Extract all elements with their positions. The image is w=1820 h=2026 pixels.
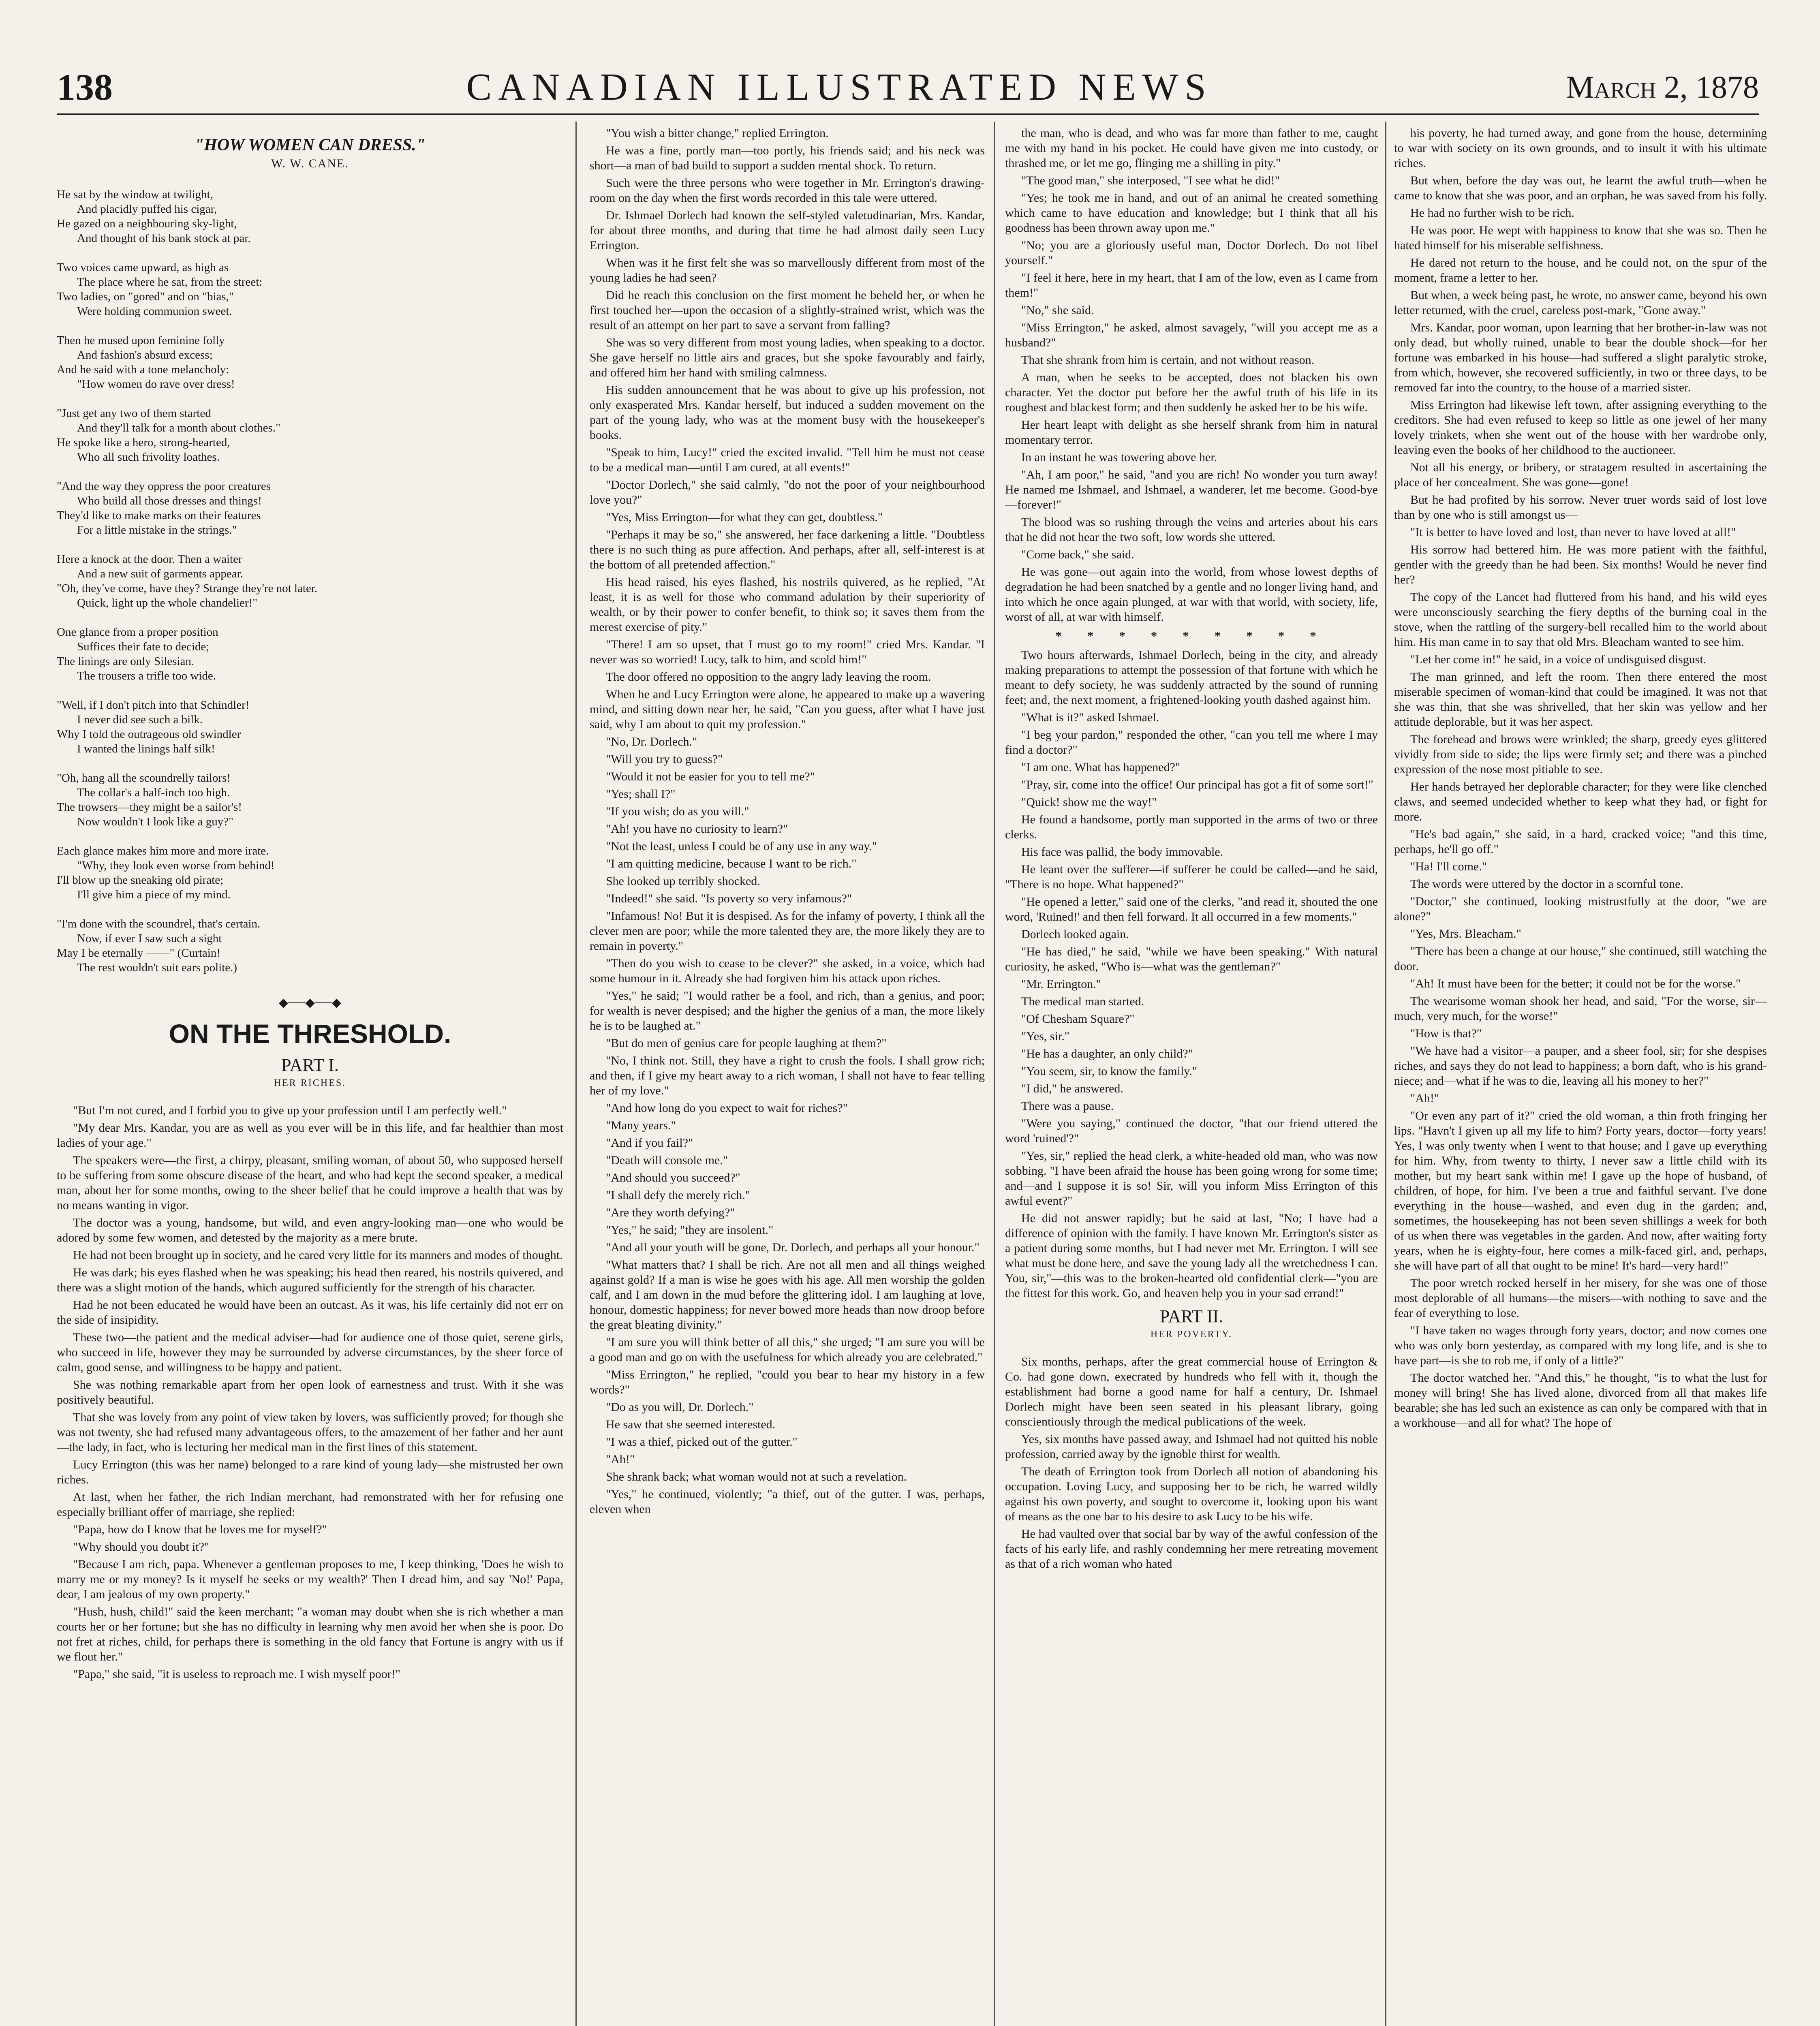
story-paragraph: "What matters that? I shall be rich. Are not all men and all things weighed against gold? If a man is wise he goes with his age. All men worship the golden calf, and I am down in the mud before the glittering idol. I am laughing at love, honour, domestic happiness; for never bowed more heads than now droop before the great bleating divinity."	[590, 1258, 985, 1331]
story-paragraph: "I feel it here, here in my heart, that I am of the low, even as I came from them!"	[1005, 271, 1378, 299]
poem-line: Who build all those dresses and things!	[77, 494, 262, 507]
story-paragraph: "No; you are a gloriously useful man, Doctor Dorlech. Do not libel yourself."	[1005, 239, 1378, 267]
poem-line: Two voices came upward, as high as	[57, 261, 229, 274]
story-paragraph: He was a fine, portly man—too portly, his friends said; and his neck was short—a man of bad build to support a sudden mental shock. To return.	[590, 144, 985, 172]
story-paragraph: "Miss Errington," he replied, "could you bear to hear my history in a few words?"	[590, 1368, 985, 1396]
story-paragraph: "Papa, how do I know that he loves me for myself?"	[73, 1523, 327, 1536]
story-paragraph: "Would it not be easier for you to tell me?"	[606, 770, 815, 783]
story-paragraph: "Yes; shall I?"	[606, 787, 676, 801]
story-paragraph: He had vaulted over that social bar by way of the awful confession of the facts of his early life, and rashly condemning her mere retreating movement as that of a rich woman who hated	[1005, 1527, 1378, 1571]
poem-stanza	[57, 406, 563, 464]
story-paragraph: "Yes," he continued, violently; "a thief, out of the gutter. I was, perhaps, eleven when	[590, 1487, 985, 1516]
poem-line: Here a knock at the door. Then a waiter	[57, 553, 242, 566]
story-paragraph: "Because I am rich, papa. Whenever a gentleman proposes to me, I keep thinking, 'Does he wish to marry me or my money? Is it myself he seeks or my wealth?' Then I dread him, and say 'No!' Papa, dear, I am jealous of my own property."	[57, 1558, 563, 1601]
story-paragraph: "And how long do you expect to wait for riches?"	[606, 1101, 848, 1115]
poem-line: The collar's a half-inch too high.	[77, 786, 230, 799]
story-paragraph: He found a handsome, portly man supported in the arms of two or three clerks.	[1005, 813, 1378, 841]
part-subtitle: HER POVERTY.	[1150, 1329, 1233, 1340]
story-paragraph: He did not answer rapidly; but he said at last, "No; I have had a difference of opinion with the family. I have known Mr. Errington's sister as a patient during some months, but I had never met Mr. Errington. I will see what must be done here, and save the young lady all the wretchedness I can. You, sir,"—this was to the broken-hearted old confidential clerk—"you are the fittest for this work. Go, and heaven help you in your sad errand!"	[1005, 1212, 1378, 1300]
story-paragraph: "But do men of genius care for people laughing at them?"	[606, 1037, 887, 1050]
part-subtitle: HER RICHES.	[274, 1078, 346, 1088]
story-paragraph: "My dear Mrs. Kandar, you are as well as you ever will be in this life, and far healthier than most ladies of your age."	[57, 1121, 563, 1150]
story-paragraph: "Doctor," she continued, looking mistrustfully at the door, "we are alone?"	[1394, 895, 1767, 923]
story-paragraph: "Why should you doubt it?"	[73, 1540, 210, 1554]
poem-line: I wanted the linings half silk!	[77, 742, 215, 755]
story-paragraph: But he had profited by his sorrow. Never truer words said of lost love than by one who is still amongst us—	[1394, 493, 1767, 521]
story-paragraph: "Ah!"	[606, 1453, 635, 1466]
poem-line: He gazed on a neighbouring sky-light,	[57, 217, 237, 230]
story-paragraph: "I was a thief, picked out of the gutter."	[606, 1435, 798, 1449]
poem-stanza	[57, 917, 563, 975]
story-paragraph: "Indeed!" she said. "Is poverty so very infamous?"	[606, 892, 852, 905]
story-paragraph: "You seem, sir, to know the family."	[1021, 1064, 1198, 1078]
story-paragraph: He leant over the sufferer—if sufferer he could be called—and he said, "There is no hope. What happened?"	[1005, 863, 1378, 891]
story-paragraph: "Yes; he took me in hand, and out of an animal he created something which came to have education and knowledge; but I think that all his goodness has been thrown away upon me."	[1005, 191, 1378, 235]
poem-line: "I'm done with the scoundrel, that's certain.	[57, 917, 261, 930]
poem-stanza	[57, 844, 563, 902]
story-paragraph: There was a pause.	[1021, 1099, 1114, 1113]
story-paragraph: "I am sure you will think better of all this," she urged; "I am sure you will be a good man and go on with the usefulness for which already you are celebrated."	[590, 1336, 985, 1364]
poem-line: The trowsers—they might be a sailor's!	[57, 801, 242, 814]
poem-line: For a little mistake in the strings."	[77, 524, 237, 536]
poem-line: I'll give him a piece of my mind.	[77, 888, 231, 901]
story-paragraph: She was so very different from most young ladies, when speaking to a doctor. She gave herself no little airs and graces, but she spoke favourably and fairly, and offered him her hand with smiling calmness.	[590, 336, 985, 379]
poem-author: W. W. CANE.	[271, 157, 349, 170]
story-paragraph: When was it he first felt she was so marvellously different from most of the young ladies he had seen?	[590, 256, 985, 284]
poem-line: Were holding communion sweet.	[77, 305, 232, 318]
story-paragraph: That she was lovely from any point of view taken by lovers, was sufficiently proved; for though she was not twenty, she had refused many advantageous offers, to the amazement of her father and her aunt—the lady, in fact, who is lecturing her medical man in the first lines of this statement.	[57, 1411, 563, 1454]
story-paragraph: The forehead and brows were wrinkled; the sharp, greedy eyes glittered vividly from side to side; the lips were firmly set; and there was a pinched expression of the nose most pitiable to see.	[1394, 733, 1767, 776]
story-paragraph: "He has a daughter, an only child?"	[1021, 1047, 1193, 1060]
poem-line: "And the way they oppress the poor creatures	[57, 480, 271, 493]
story-paragraph: "Do as you will, Dr. Dorlech."	[606, 1400, 754, 1414]
story-paragraph: "The good man," she interposed, "I see what he did!"	[1021, 174, 1280, 187]
poem-line: Suffices their fate to decide;	[77, 640, 210, 653]
story-paragraph: The door offered no opposition to the angry lady leaving the room.	[606, 670, 931, 684]
issue-date: March 2, 1878	[1566, 69, 1759, 105]
story-paragraph: "Were you saying," continued the doctor, "that our friend uttered the word 'ruined'?"	[1005, 1117, 1378, 1145]
poem-line: And he said with a tone melancholy:	[57, 363, 229, 376]
poem-line: May I be eternally ——" (Curtain!	[57, 947, 221, 960]
story-paragraph: Not all his energy, or bribery, or stratagem resulted in ascertaining the place of her concealment. She was gone—gone!	[1394, 461, 1767, 489]
page-number: 138	[57, 66, 113, 108]
poem-line: The place where he sat, from the street:	[77, 276, 263, 289]
story-paragraph: Miss Errington had likewise left town, after assigning everything to the creditors. She had even refused to keep so little as one jewel of her many lovely trinkets, when she went out of the house with her wardrobe only, leaving even the books of her childhood to the auctioneer.	[1394, 398, 1767, 457]
story-paragraph: "He's bad again," she said, in a hard, cracked voice; "and this time, perhaps, he'll go off."	[1394, 827, 1767, 856]
poem-line: I never did see such a bilk.	[77, 713, 203, 726]
story-paragraph: "If you wish; do as you will."	[606, 805, 749, 818]
poem-stanza	[57, 698, 563, 756]
story-paragraph: Lucy Errington (this was her name) belonged to a rare kind of young lady—she mistrusted her own riches.	[57, 1458, 563, 1486]
story-paragraph: Dr. Ishmael Dorlech had known the self-styled valetudinarian, Mrs. Kandar, for about three months, and during that time he had almost daily seen Lucy Errington.	[590, 209, 985, 252]
story-paragraph: He was gone—out again into the world, from whose lowest depths of degradation he had been snatched by a gentle and no longer living hand, and into which he once again plunged, at war with that world, with society, life, worst of all, at war with himself.	[1005, 565, 1378, 624]
story-paragraph: "Of Chesham Square?"	[1021, 1012, 1135, 1026]
poem-line: Two ladies, on "gored" and on "bias,"	[57, 290, 234, 303]
poem-line: "How women do rave over dress!	[77, 378, 235, 391]
story-paragraph: The doctor watched her. "And this," he thought, "is to what the lust for money will bring! She has lived alone, divorced from all that makes life bearable; she has led such an existence as can only be compared with that in a workhouse—and all for what? The hope of	[1394, 1371, 1767, 1430]
poem-line: "Well, if I don't pitch into that Schindler!	[57, 699, 250, 712]
story-paragraph: "And all your youth will be gone, Dr. Dorlech, and perhaps all your honour."	[606, 1241, 980, 1254]
story-paragraph: The doctor was a young, handsome, but wild, and even angry-looking man—one who would be adored by some few women, and detested by the majority as a mere brute.	[57, 1216, 563, 1244]
poem-stanza	[57, 625, 563, 683]
story-paragraph: "Ha! I'll come."	[1410, 860, 1487, 873]
story-paragraph: "Ah!"	[1410, 1092, 1439, 1105]
story-paragraph: "Yes," he said; "I would rather be a fool, and rich, than a genius, and poor; for wealth is never despised; and the higher the genius of a man, the more likely he is to be laughed at."	[590, 989, 985, 1032]
story-text	[1005, 648, 1378, 1301]
poem-line: And they'll talk for a month about clothes."	[77, 421, 280, 434]
story-paragraph: "Many years."	[606, 1119, 676, 1132]
poem-title: "HOW WOMEN CAN DRESS."	[194, 136, 426, 154]
column-3	[1005, 126, 1378, 2026]
poem-line: I'll blow up the sneaking old pirate;	[57, 874, 224, 887]
poem-line: Now wouldn't I look like a guy?"	[77, 815, 233, 828]
story-paragraph: The wearisome woman shook her head, and said, "For the worse, sir—much, very much, for the worse!"	[1394, 994, 1767, 1023]
poem-stanza	[57, 479, 563, 537]
column-rule	[575, 122, 577, 2026]
story-paragraph: But when, a week being past, he wrote, no answer came, beyond his own letter returned, with the cruel, careless post-mark, "Gone away."	[1394, 289, 1767, 317]
story-paragraph: "I did," he answered.	[1021, 1082, 1123, 1095]
story-paragraph: Mrs. Kandar, poor woman, upon learning that her brother-in-law was not only dead, but wholly ruined, unable to bear the double shock—for her fortune was embarked in his house—had suffered a slight paralytic stroke, from which, however, she recovered sufficiently, in two or three days, to be removed far into the country, to the house of a married sister.	[1394, 321, 1767, 394]
story-paragraph: "And if you fail?"	[606, 1136, 693, 1150]
poem-line: He spoke like a hero, strong-hearted,	[57, 436, 230, 449]
story-paragraph: "I shall defy the merely rich."	[606, 1188, 751, 1202]
story-paragraph: He was poor. He wept with happiness to know that she was so. Then he hated himself for his miserable selfishness.	[1394, 224, 1767, 252]
story-paragraph: "What is it?" asked Ishmael.	[1021, 711, 1159, 724]
story-paragraph: He saw that she seemed interested.	[606, 1418, 776, 1431]
poem-line: The linings are only Silesian.	[57, 655, 195, 668]
story-paragraph: "I beg your pardon," responded the other, "can you tell me where I may find a doctor?"	[1005, 728, 1378, 757]
story-paragraph: his poverty, he had turned away, and gone from the house, determining to war with society on its own grounds, and to insult it with his ultimate riches.	[1394, 126, 1767, 170]
story-paragraph: "It is better to have loved and lost, than never to have loved at all!"	[1410, 526, 1736, 539]
story-paragraph: "I have taken no wages through forty years, doctor; and now comes one who was only born yesterday, as compared with my long life, and is she to have part—is she to rob me, if only of a little?"	[1394, 1324, 1767, 1367]
column-rule	[994, 122, 995, 2026]
story-paragraph: He had no further wish to be rich.	[1410, 206, 1574, 220]
story-paragraph: In an instant he was towering above her.	[1021, 451, 1217, 464]
poem-line: "Oh, hang all the scoundrelly tailors!	[57, 772, 231, 784]
story-title: ON THE THRESHOLD.	[169, 1019, 451, 1049]
story-paragraph: "Perhaps it may be so," she answered, her face darkening a little. "Doubtless there is no such thing as pure affection. And perhaps, after all, self-interest is at the bottom of all pretended affection."	[590, 528, 985, 571]
story-paragraph: "I am one. What has happened?"	[1021, 761, 1181, 774]
story-paragraph: Her hands betrayed her deplorable character; for they were like clenched claws, and seemed undecided whether to keep what they had, or fight for more.	[1394, 780, 1767, 823]
story-paragraph: "Are they worth defying?"	[606, 1206, 735, 1219]
story-paragraph: The words were uttered by the doctor in a scornful tone.	[1410, 877, 1683, 891]
story-paragraph: Her heart leapt with delight as she herself shrank from him in natural momentary terror.	[1005, 418, 1378, 447]
story-text	[590, 126, 985, 1517]
story-paragraph: "Hush, hush, child!" said the keen merchant; "a woman may doubt when she is rich whether a man courts her or her fortune; but she has no difficulty in learning why men avoid her when she is poor. Do not fret at riches, child, for perhaps there is something in the old fancy that Fortune is angry with us if we flout her."	[57, 1605, 563, 1663]
story-paragraph: "Ah! you have no curiosity to learn?"	[606, 822, 788, 836]
story-paragraph: "We have had a visitor—a pauper, and a sheer fool, sir; for she despises riches, and says they do not lead to happiness; a born daft, who is his grand-niece; and—what if he was to die, leaving all his money to her?"	[1394, 1044, 1767, 1088]
poem-line: Quick, light up the whole chandelier!"	[77, 596, 258, 609]
story-paragraph: "You wish a bitter change," replied Errington.	[606, 126, 829, 140]
story-paragraph: "Doctor Dorlech," she said calmly, "do not the poor of your neighbourhood love you?"	[590, 478, 985, 506]
story-paragraph: She shrank back; what woman would not at such a revelation.	[606, 1470, 907, 1483]
story-paragraph: At last, when her father, the rich Indian merchant, had remonstrated with her for refusing one especially brilliant offer of marriage, she replied:	[57, 1490, 563, 1519]
story-paragraph: She was nothing remarkable apart from her open look of earnestness and trust. With it she was positively beautiful.	[57, 1378, 563, 1406]
story-paragraph: Yes, six months have passed away, and Ishmael had not quitted his noble profession, carried away by the ignoble thirst for wealth.	[1005, 1432, 1378, 1461]
story-paragraph: "Yes," he said; "they are insolent."	[606, 1223, 774, 1237]
story-paragraph: "No," she said.	[1021, 303, 1094, 317]
story-paragraph: "And should you succeed?"	[606, 1171, 740, 1184]
poem-stanza	[57, 260, 563, 318]
story-paragraph: "Then do you wish to cease to be clever?" she asked, in a voice, which had some humour in it. Already she had forgiven him his attack upon riches.	[590, 957, 985, 985]
story-paragraph: "Ah! It must have been for the better; it could not be for the worse."	[1410, 977, 1741, 990]
column-2	[590, 126, 985, 2026]
story-paragraph: Two hours afterwards, Ishmael Dorlech, being in the city, and already making preparations to attempt the possession of that fortune with which he meant to defy society, he was suddenly attracted by the sound of running feet; and, the next moment, a frightened-looking youth dashed against him.	[1005, 648, 1378, 707]
story-paragraph: His head raised, his eyes flashed, his nostrils quivered, as he replied, "At least, it is as well for those who command adulation by their superiority of wealth, or by their power to confer benefit, to think so; it saves them from the merest exercise of pity."	[590, 575, 985, 634]
story-paragraph: "Or even any part of it?" cried the old woman, a thin froth fringing her lips. "Havn't I given up all my life to him? Forty years, doctor—forty years! Yes, I was only twenty when I went to that house; and I gave up everything for him. Why, from twenty to thirty, I never saw a little child with its mother, but my heart sank within me! I gave up the hope of husband, of children, of hope, for him. I've been a true and faithful servant. I've done everything in the house—washed, and even dug in the garden; and, sometimes, the housekeeping has not been seven shillings a week for both of us when there was vegetables in the garden. And now, after waiting forty years, when he is eighty-four, here comes a milk-faced girl, and, perhaps, she will have part of all that ought to be mine! It's hard—very hard!"	[1394, 1109, 1767, 1272]
masthead-title: CANADIAN ILLUSTRATED NEWS	[466, 66, 1213, 108]
story-paragraph: "Let her come in!" he said, in a voice of undisguised disgust.	[1410, 653, 1707, 666]
story-paragraph: His sorrow had bettered him. He was more patient with the faithful, gentler with the greedy than he had been. Six months! Would he never find her?	[1394, 543, 1767, 586]
poem-stanza	[57, 552, 563, 610]
part-heading: PART I.	[281, 1055, 339, 1075]
story-paragraph: "How is that?"	[1410, 1027, 1482, 1040]
story-paragraph: The speakers were—the first, a chirpy, pleasant, smiling woman, of about 50, who supposed herself to be suffering from some obscure disease of the heart, and who had kept the second speaker, a medical man, about her for some months, owing to the sheer belief that he could improve a health that was by no means wanting in vigor.	[57, 1154, 563, 1212]
story-paragraph: "He opened a letter," said one of the clerks, "and read it, shouted the one word, 'Ruined!' and then fell forward. It all occurred in a few moments."	[1005, 895, 1378, 923]
story-paragraph: Dorlech looked again.	[1021, 928, 1129, 941]
story-paragraph: She looked up terribly shocked.	[606, 874, 760, 888]
column-rule	[1385, 122, 1386, 2026]
story-paragraph: "Yes, Mrs. Bleacham."	[1410, 927, 1521, 940]
story-paragraph: His sudden announcement that he was about to give up his profession, not only exasperated Mrs. Kandar herself, but induced a sudden movement on the part of the young lady, who was at the moment busy with the housekeeper's books.	[590, 383, 985, 442]
story-paragraph: "He has died," he said, "while we have been speaking." With natural curiosity, he asked, "Who is—what was the gentleman?"	[1005, 945, 1378, 973]
story-paragraph: When he and Lucy Errington were alone, he appeared to make up a wavering mind, and sitting down near her, he said, "Can you guess, after what I have just said, why I am about to quit my profession."	[590, 688, 985, 731]
poem-line: And a new suit of garments appear.	[77, 567, 243, 580]
story-paragraph: He was dark; his eyes flashed when he was speaking; his head then reared, his nostrils quivered, and there was a slight motion of the hands, which augured sufficiently for the strength of his character.	[57, 1266, 563, 1294]
poem-line: "Oh, they've come, have they? Strange they're not later.	[57, 582, 318, 595]
poem-line: Then he mused upon feminine folly	[57, 334, 225, 347]
story-paragraph: "There has been a change at our house," she continued, still watching the door.	[1394, 945, 1767, 973]
story-paragraph: Did he reach this conclusion on the first moment he beheld her, or when he first touched her—upon the occasion of a slightly-strained wrist, which was the result of an attempt on her part to save a servant from falling?	[590, 289, 985, 332]
story-paragraph: His face was pallid, the body immovable.	[1021, 845, 1223, 859]
poem-line: Who all such frivolity loathes.	[77, 451, 220, 464]
poem-stanza	[57, 187, 563, 246]
poem-stanza	[57, 333, 563, 391]
story-paragraph: "But I'm not cured, and I forbid you to give up your profession until I am perfectly well."	[73, 1104, 507, 1117]
poem-line: They'd like to make marks on their features	[57, 509, 261, 522]
story-paragraph: "No, Dr. Dorlech."	[606, 735, 697, 748]
story-paragraph: "Quick! show me the way!"	[1021, 795, 1157, 809]
poem-stanza	[57, 771, 563, 829]
story-paragraph: "Yes, sir."	[1021, 1030, 1069, 1043]
story-paragraph: The death of Errington took from Dorlech all notion of abandoning his occupation. Loving Lucy, and supposing her to be rich, he warred wildly against his own poverty, and sought to overcome it, looking upon his want of means as the one bar to his desire to ask Lucy to be his wife.	[1005, 1465, 1378, 1523]
story-paragraph: But when, before the day was out, he learnt the awful truth—when he came to know that she was poor, and an orphan, he was saved from his folly.	[1394, 174, 1767, 202]
story-paragraph: The medical man started.	[1021, 995, 1144, 1008]
page-header	[57, 61, 1759, 115]
story-paragraph: "Ah, I am poor," he said, "and you are rich! No wonder you turn away! He named me Ishmael, and Ishmael, a wanderer, let me become. Good-bye—forever!"	[1005, 468, 1378, 511]
story-paragraph: "Infamous! No! But it is despised. As for the infamy of poverty, I think all the clever men are poor; while the more talented they are, the more likely they are to remain in poverty."	[590, 909, 985, 953]
column-4	[1394, 126, 1767, 2026]
poem-line: "Just get any two of them started	[57, 407, 211, 420]
story-paragraph: A man, when he seeks to be accepted, does not blacken his own character. Yet the doctor put before her the awful truth of his life in its roughest and blackest form; and then suddenly he asked her to be his wife.	[1005, 371, 1378, 414]
poem-line: Why I told the outrageous old swindler	[57, 728, 241, 741]
poem-line: He sat by the window at twilight,	[57, 188, 213, 201]
story-paragraph: "Come back," she said.	[1021, 548, 1134, 561]
section-break: * * * * * * * * *	[1055, 629, 1328, 643]
ornament-divider: ◆──◆──◆	[278, 996, 342, 1009]
story-paragraph: He dared not return to the house, and he could not, on the spur of the moment, frame a letter to her.	[1394, 256, 1767, 284]
story-text	[1394, 126, 1767, 1430]
story-paragraph: "Yes, Miss Errington—for what they can get, doubtless."	[606, 511, 883, 524]
story-paragraph: He had not been brought up in society, and he cared very little for its manners and modes of thought.	[73, 1248, 563, 1262]
story-paragraph: "Papa," she said, "it is useless to reproach me. I wish myself poor!"	[73, 1667, 400, 1681]
story-paragraph: "Speak to him, Lucy!" cried the excited invalid. "Tell him he must not cease to be a medical man—until I am cured, at all events!"	[590, 446, 985, 474]
story-paragraph: The blood was so rushing through the veins and arteries about his ears that he did not hear the two soft, low words she uttered.	[1005, 515, 1378, 544]
story-paragraph: "Death will console me."	[606, 1154, 728, 1167]
story-text	[1005, 126, 1378, 624]
story-paragraph: "I am quitting medicine, because I want to be rich."	[606, 857, 857, 870]
story-paragraph: These two—the patient and the medical adviser—had for audience one of those quiet, serene girls, who succeed in life, however they may be surrounded by adverse circumstances, by the sheer force of calm, good sense, and willingness to be happy and patient.	[57, 1331, 563, 1374]
story-paragraph: "Not the least, unless I could be of any use in any way."	[606, 840, 877, 853]
poem-line: Now, if ever I saw such a sight	[77, 932, 222, 945]
poem-line: One glance from a proper position	[57, 626, 218, 639]
story-paragraph: "No, I think not. Still, they have a right to crush the fools. I shall grow rich; and then, if I give my heart away to a rich woman, I shall not have to fear telling her of my love."	[590, 1054, 985, 1097]
poem-line: Each glance makes him more and more irate.	[57, 844, 269, 857]
story-paragraph: the man, who is dead, and who was far more than father to me, caught me with my hand in his pocket. He could have given me into custody, or thrashed me, or let me go, flinging me a shilling in pity."	[1005, 126, 1378, 170]
column-1	[57, 126, 563, 2026]
story-paragraph: The man grinned, and left the room. Then there entered the most miserable specimen of woman-kind that could be imagined. It was not that she was thin, that she was shrivelled, that her skin was yellow and her attitude deplorable, but it was her aspect.	[1394, 670, 1767, 729]
story-paragraph: "Will you try to guess?"	[606, 752, 723, 766]
poem-body	[57, 187, 563, 975]
story-paragraph: "There! I am so upset, that I must go to my room!" cried Mrs. Kandar. "I never was so worried! Lucy, talk to him, and scold him!"	[590, 638, 985, 666]
story-paragraph: The poor wretch rocked herself in her misery, for she was one of those most deplorable of all humans—the misers—with nothing to save and the fear of everything to lose.	[1394, 1276, 1767, 1320]
poem-line: And fashion's absurd excess;	[77, 348, 213, 361]
poem-line: "Why, they look even worse from behind!	[77, 859, 275, 872]
story-paragraph: "Yes, sir," replied the head clerk, a white-headed old man, who was now sobbing. "I have been afraid the house has been going wrong for some time; and—and I suppose it is so! Sir, will you inform Miss Errington of this awful event?"	[1005, 1149, 1378, 1207]
story-paragraph: Six months, perhaps, after the great commercial house of Errington & Co. had gone down, execrated by hundreds who fell with it, though the establishment had borne a good name for half a century, Dr. Ishmael Dorlech might have been seen seated in his pleasant library, going conscientiously through the medical publications of the week.	[1005, 1355, 1378, 1428]
story-paragraph: "Mr. Errington."	[1021, 977, 1101, 991]
part-heading: PART II.	[1159, 1306, 1223, 1326]
poem-line: The rest wouldn't suit ears polite.)	[77, 961, 237, 974]
poem-line: The trousers a trifle too wide.	[77, 669, 216, 682]
poem-line: And placidly puffed his cigar,	[77, 203, 217, 216]
poem-line: And thought of his bank stock at par.	[77, 232, 251, 245]
story-text	[57, 1103, 563, 1682]
story-paragraph: "Pray, sir, come into the office! Our principal has got a fit of some sort!"	[1021, 778, 1373, 791]
story-text	[1005, 1354, 1378, 1571]
story-paragraph: "Miss Errington," he asked, almost savagely, "will you accept me as a husband?"	[1005, 321, 1378, 349]
story-paragraph: The copy of the Lancet had fluttered from his hand, and his wild eyes were unconsciously searching the fiery depths of the burning coal in the stove, when the rattling of the surgery-bell recalled him to the world about him. His man came in to say that old Mrs. Bleacham wanted to see him.	[1394, 590, 1767, 649]
story-paragraph: That she shrank from him is certain, and not without reason.	[1021, 353, 1315, 367]
story-paragraph: Had he not been educated he would have been an outcast. As it was, his life certainly did not err on the side of insipidity.	[57, 1298, 563, 1327]
story-paragraph: Such were the three persons who were together in Mr. Errington's drawing-room on the day when the first words recorded in this tale were uttered.	[590, 176, 985, 205]
